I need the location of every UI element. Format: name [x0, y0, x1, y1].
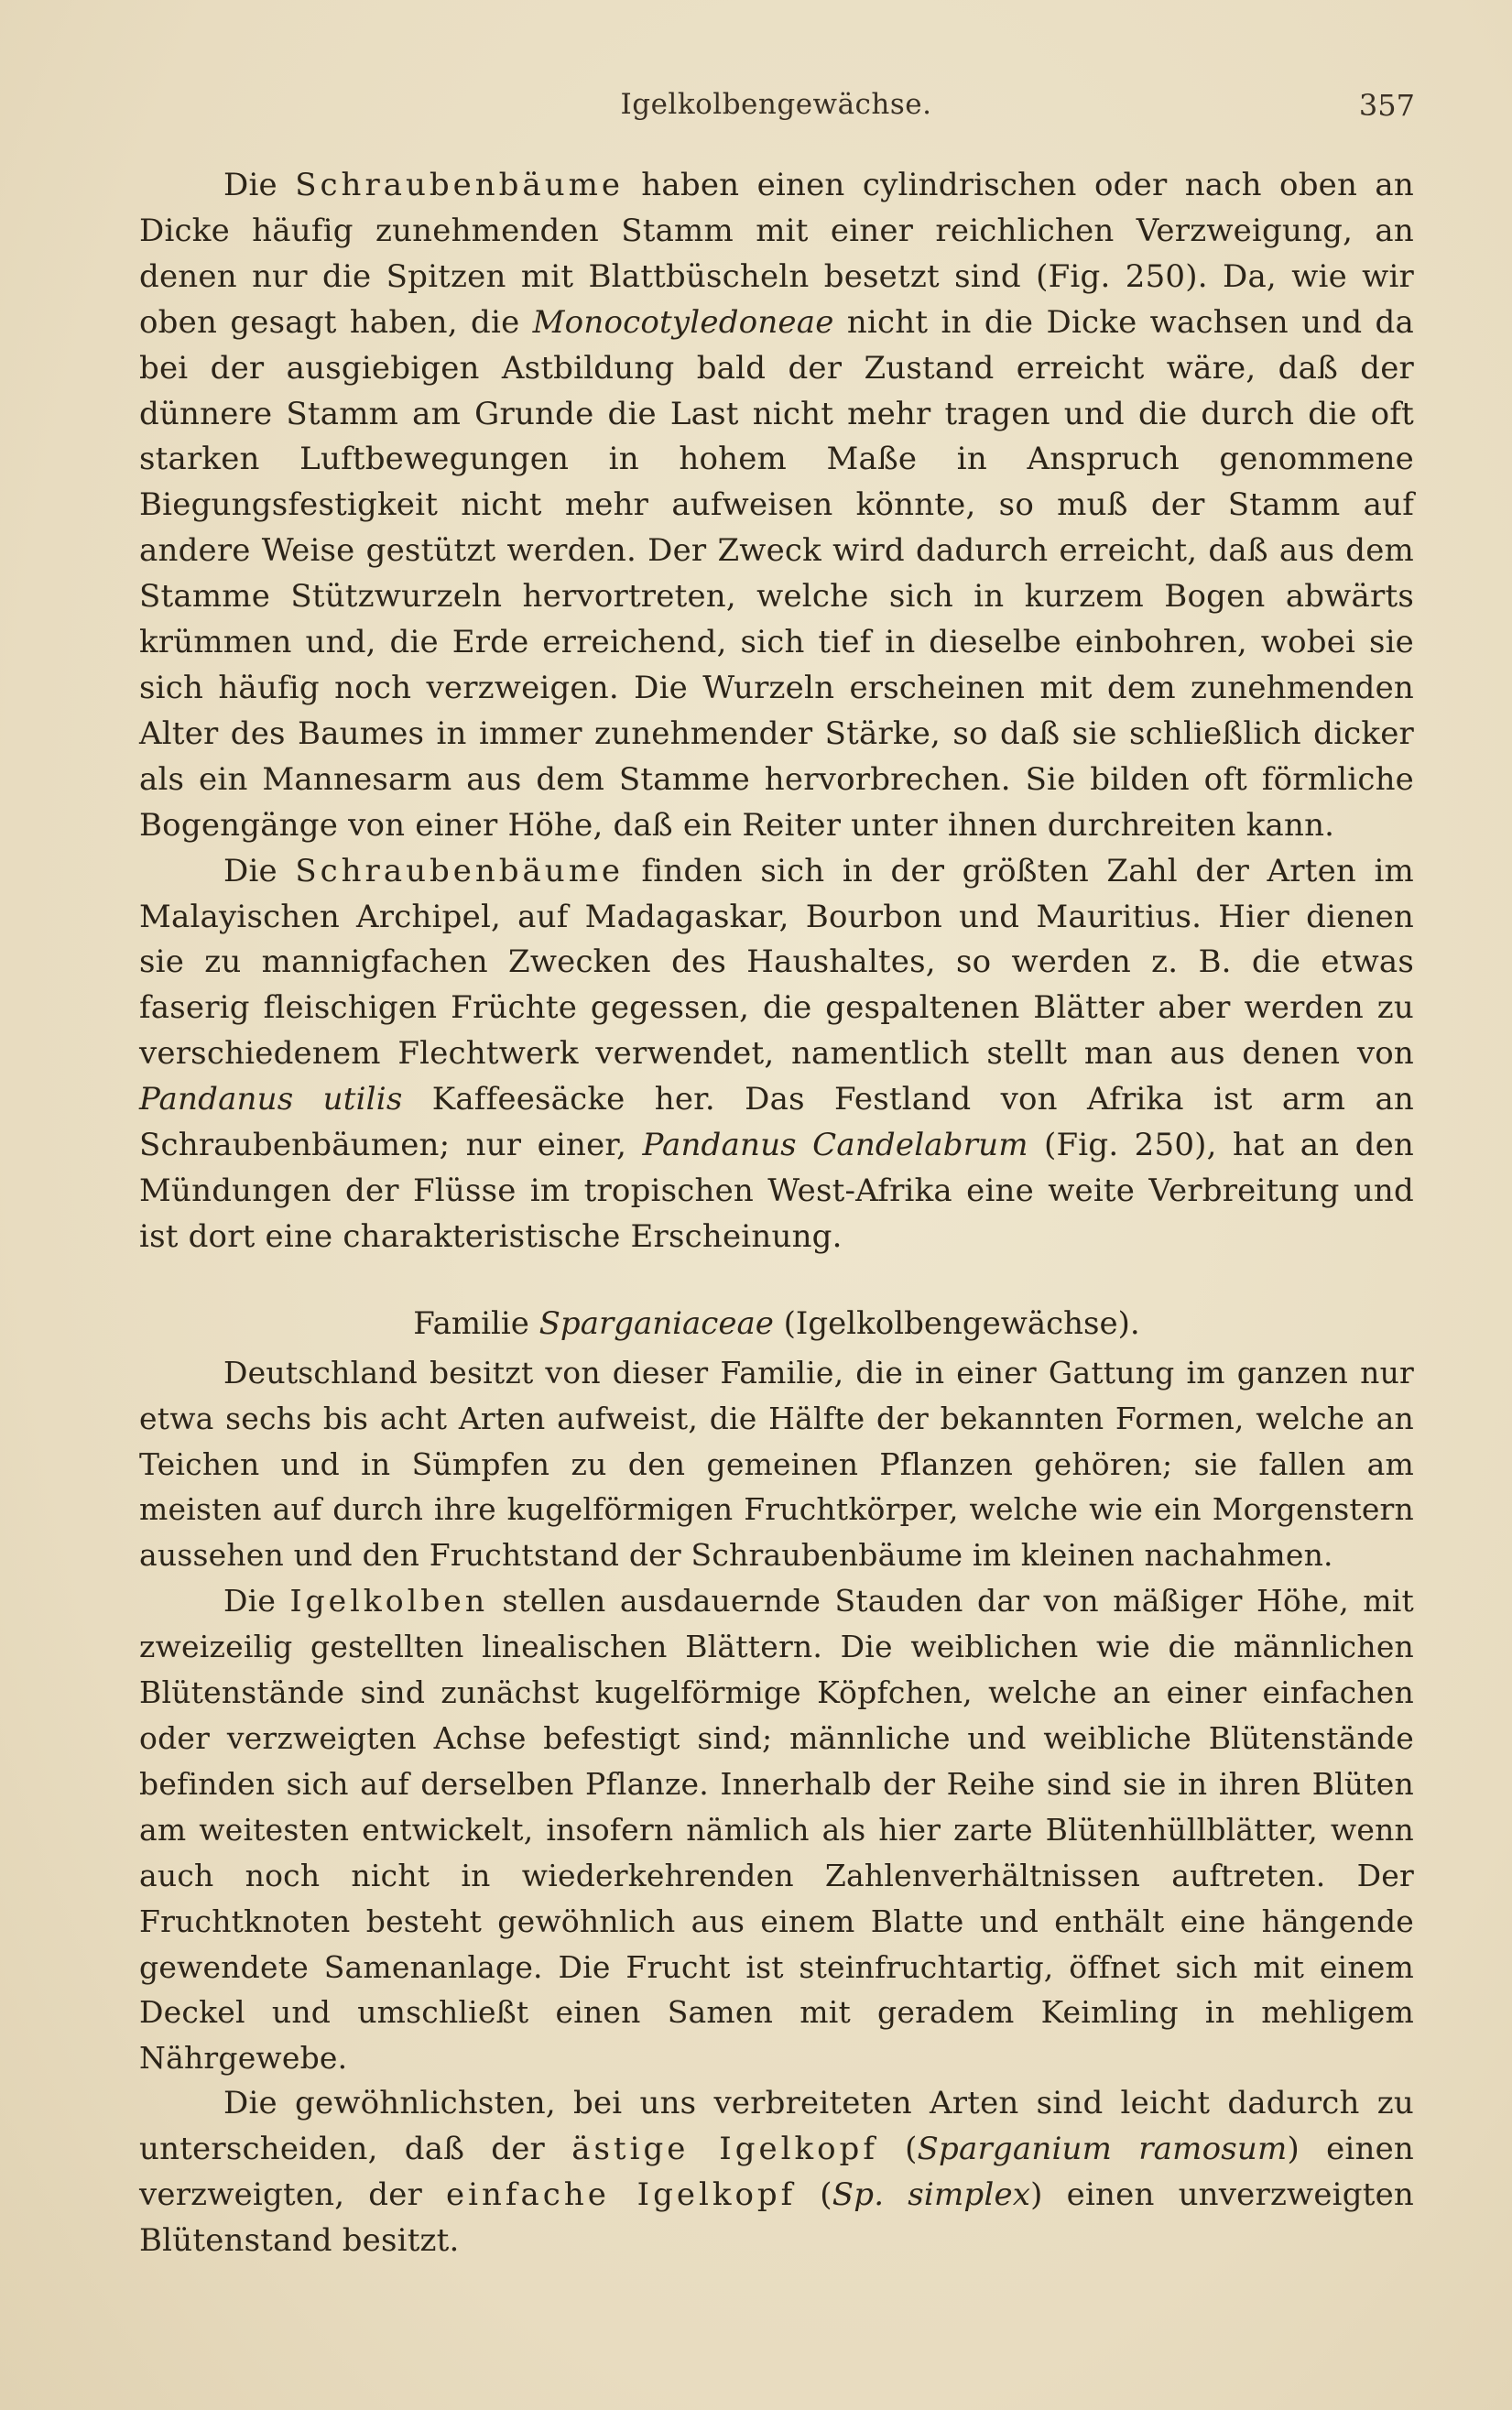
emphasized-term: Schraubenbäume — [295, 852, 625, 889]
latin-name: Pandanus utilis — [139, 1081, 403, 1118]
text-run: haben einen cylindrischen oder nach oben an Dicke häufig zunehmenden Stamm mit einer reichlichen Verzweigung, an denen nur die Spitzen mit Blattbüscheln besetzt sind (Fig. 250). Da, wie wir oben gesagt haben, die — [139, 167, 1414, 341]
paragraph-sparganiaceae-germany — [139, 1350, 1414, 1579]
text-run: (Igelkolbengewächse). — [773, 1304, 1140, 1342]
latin-name: Monocotyledoneae — [532, 303, 834, 341]
text-run: Familie — [413, 1304, 539, 1342]
emphasized-term: ästige Igelkopf — [571, 2131, 878, 2168]
paragraph-pandanus-distribution — [139, 849, 1414, 1260]
text-run: ) einen unverzweigten Blütenstand besitzt. — [139, 2176, 1414, 2259]
text-run: ) einen verzweigten, der — [139, 2131, 1414, 2214]
latin-name: Sp. simplex — [832, 2176, 1031, 2214]
latin-name: Pandanus Candelabrum — [642, 1127, 1028, 1164]
text-run: Die — [223, 167, 296, 203]
page-header — [137, 88, 1415, 134]
emphasized-term: einfache Igelkopf — [446, 2176, 797, 2214]
page-number: 357 — [1358, 88, 1415, 123]
text-run: finden sich in der größten Zahl der Arten im Malayischen Archipel, auf Madagaskar, Bourbon und Mauritius. Hier dienen sie zu mannigfachen Zwecken des Haushaltes, so werden z. B. die etwas faserig fleischigen Früchte gegessen, die gespaltenen Blätter aber werden zu verschiedenem Flechtwerk verwendet, namentlich stellt man aus denen von — [139, 852, 1414, 1073]
text-run: Kaffeesäcke her. Das Festland von Afrika ist arm an Schraubenbäumen; nur einer, — [139, 1081, 1415, 1164]
latin-name: Sparganium ramosum — [917, 2131, 1288, 2168]
body-text — [139, 163, 1414, 2264]
text-run: Deutschland besitzt von dieser Familie, die in einer Gattung im ganzen nur etwa sechs bis acht Arten aufweist, die Hälfte der bekannten Formen, welche an Teichen und in Sümpfen zu den gemeinen Pflanzen gehören; sie fallen am meisten auf durch ihre kugelförmigen Fruchtkörper, welche wie ein Morgenstern aussehen und den Fruchtstand der Schraubenbäume im kleinen nachahmen. — [139, 1354, 1414, 1574]
paragraph-species-distinction — [139, 2081, 1414, 2264]
text-run: ( — [877, 2131, 918, 2168]
text-run: ( — [796, 2176, 832, 2214]
running-title: Igelkolbengewächse. — [620, 88, 932, 121]
latin-name: Sparganiaceae — [538, 1304, 774, 1342]
text-run: (Fig. 250), hat an den Mündungen der Flüsse im tropischen West-Afrika eine weite Verbreitung und ist dort eine charakteristische Erscheinung. — [139, 1127, 1414, 1255]
text-run: Die — [223, 1583, 290, 1619]
emphasized-term: Schraubenbäume — [295, 167, 624, 203]
text-run: Die gewöhnlichsten, bei uns verbreiteten Arten sind leicht dadurch zu unterscheiden, daß der — [139, 2085, 1414, 2168]
paragraph-pandanus-stem — [139, 163, 1414, 849]
emphasized-term: Igelkolben — [289, 1583, 489, 1619]
section-heading — [139, 1301, 1414, 1347]
text-run: Die — [223, 852, 296, 889]
text-run: stellen ausdauernde Stauden dar von mäßiger Höhe, mit zweizeilig gestellten linealischen Blättern. Die weiblichen wie die männlichen Blütenstände sind zunächst kugelförmige Köpfchen, welche an einer einfachen oder verzweigten Achse befestigt sind; männliche und weibliche Blütenstände befinden sich auf derselben Pflanze. Innerhalb der Reihe sind sie in ihren Blüten am weitesten entwickelt, insofern nämlich als hier zarte Blütenhüllblätter, wenn auch noch nicht in wiederkehrenden Zahlenverhältnissen auftreten. Der Fruchtknoten besteht gewöhnlich aus einem Blatte und enthält eine hängende gewendete Samenanlage. Die Frucht ist steinfruchtartig, öffnet sich mit einem Deckel und umschließt einen Samen mit geradem Keimling in mehligem Nährgewebe. — [139, 1583, 1414, 2077]
paragraph-igelkolben-description — [139, 1578, 1414, 2081]
text-run: nicht in die Dicke wachsen und da bei der ausgiebigen Astbildung bald der Zustand erreicht wäre, daß der dünnere Stamm am Grunde die Last nicht mehr tragen und die durch die oft starken Luftbewegungen in hohem Maße in Anspruch genommene Biegungsfestigkeit nicht mehr aufweisen könnte, so muß der Stamm auf andere Weise gestützt werden. Der Zweck wird dadurch erreicht, daß aus dem Stamme Stützwurzeln hervortreten, welche sich in kurzem Bogen abwärts krümmen und, die Erde erreichend, sich tief in dieselbe einbohren, wobei sie sich häufig noch verzweigen. Die Wurzeln erscheinen mit dem zunehmenden Alter des Baumes in immer zunehmender Stärke, so daß sie schließlich dicker als ein Mannesarm aus dem Stamme hervorbrechen. Sie bilden oft förmliche Bogengänge von einer Höhe, daß ein Reiter unter ihnen durchreiten kann. — [139, 303, 1414, 844]
